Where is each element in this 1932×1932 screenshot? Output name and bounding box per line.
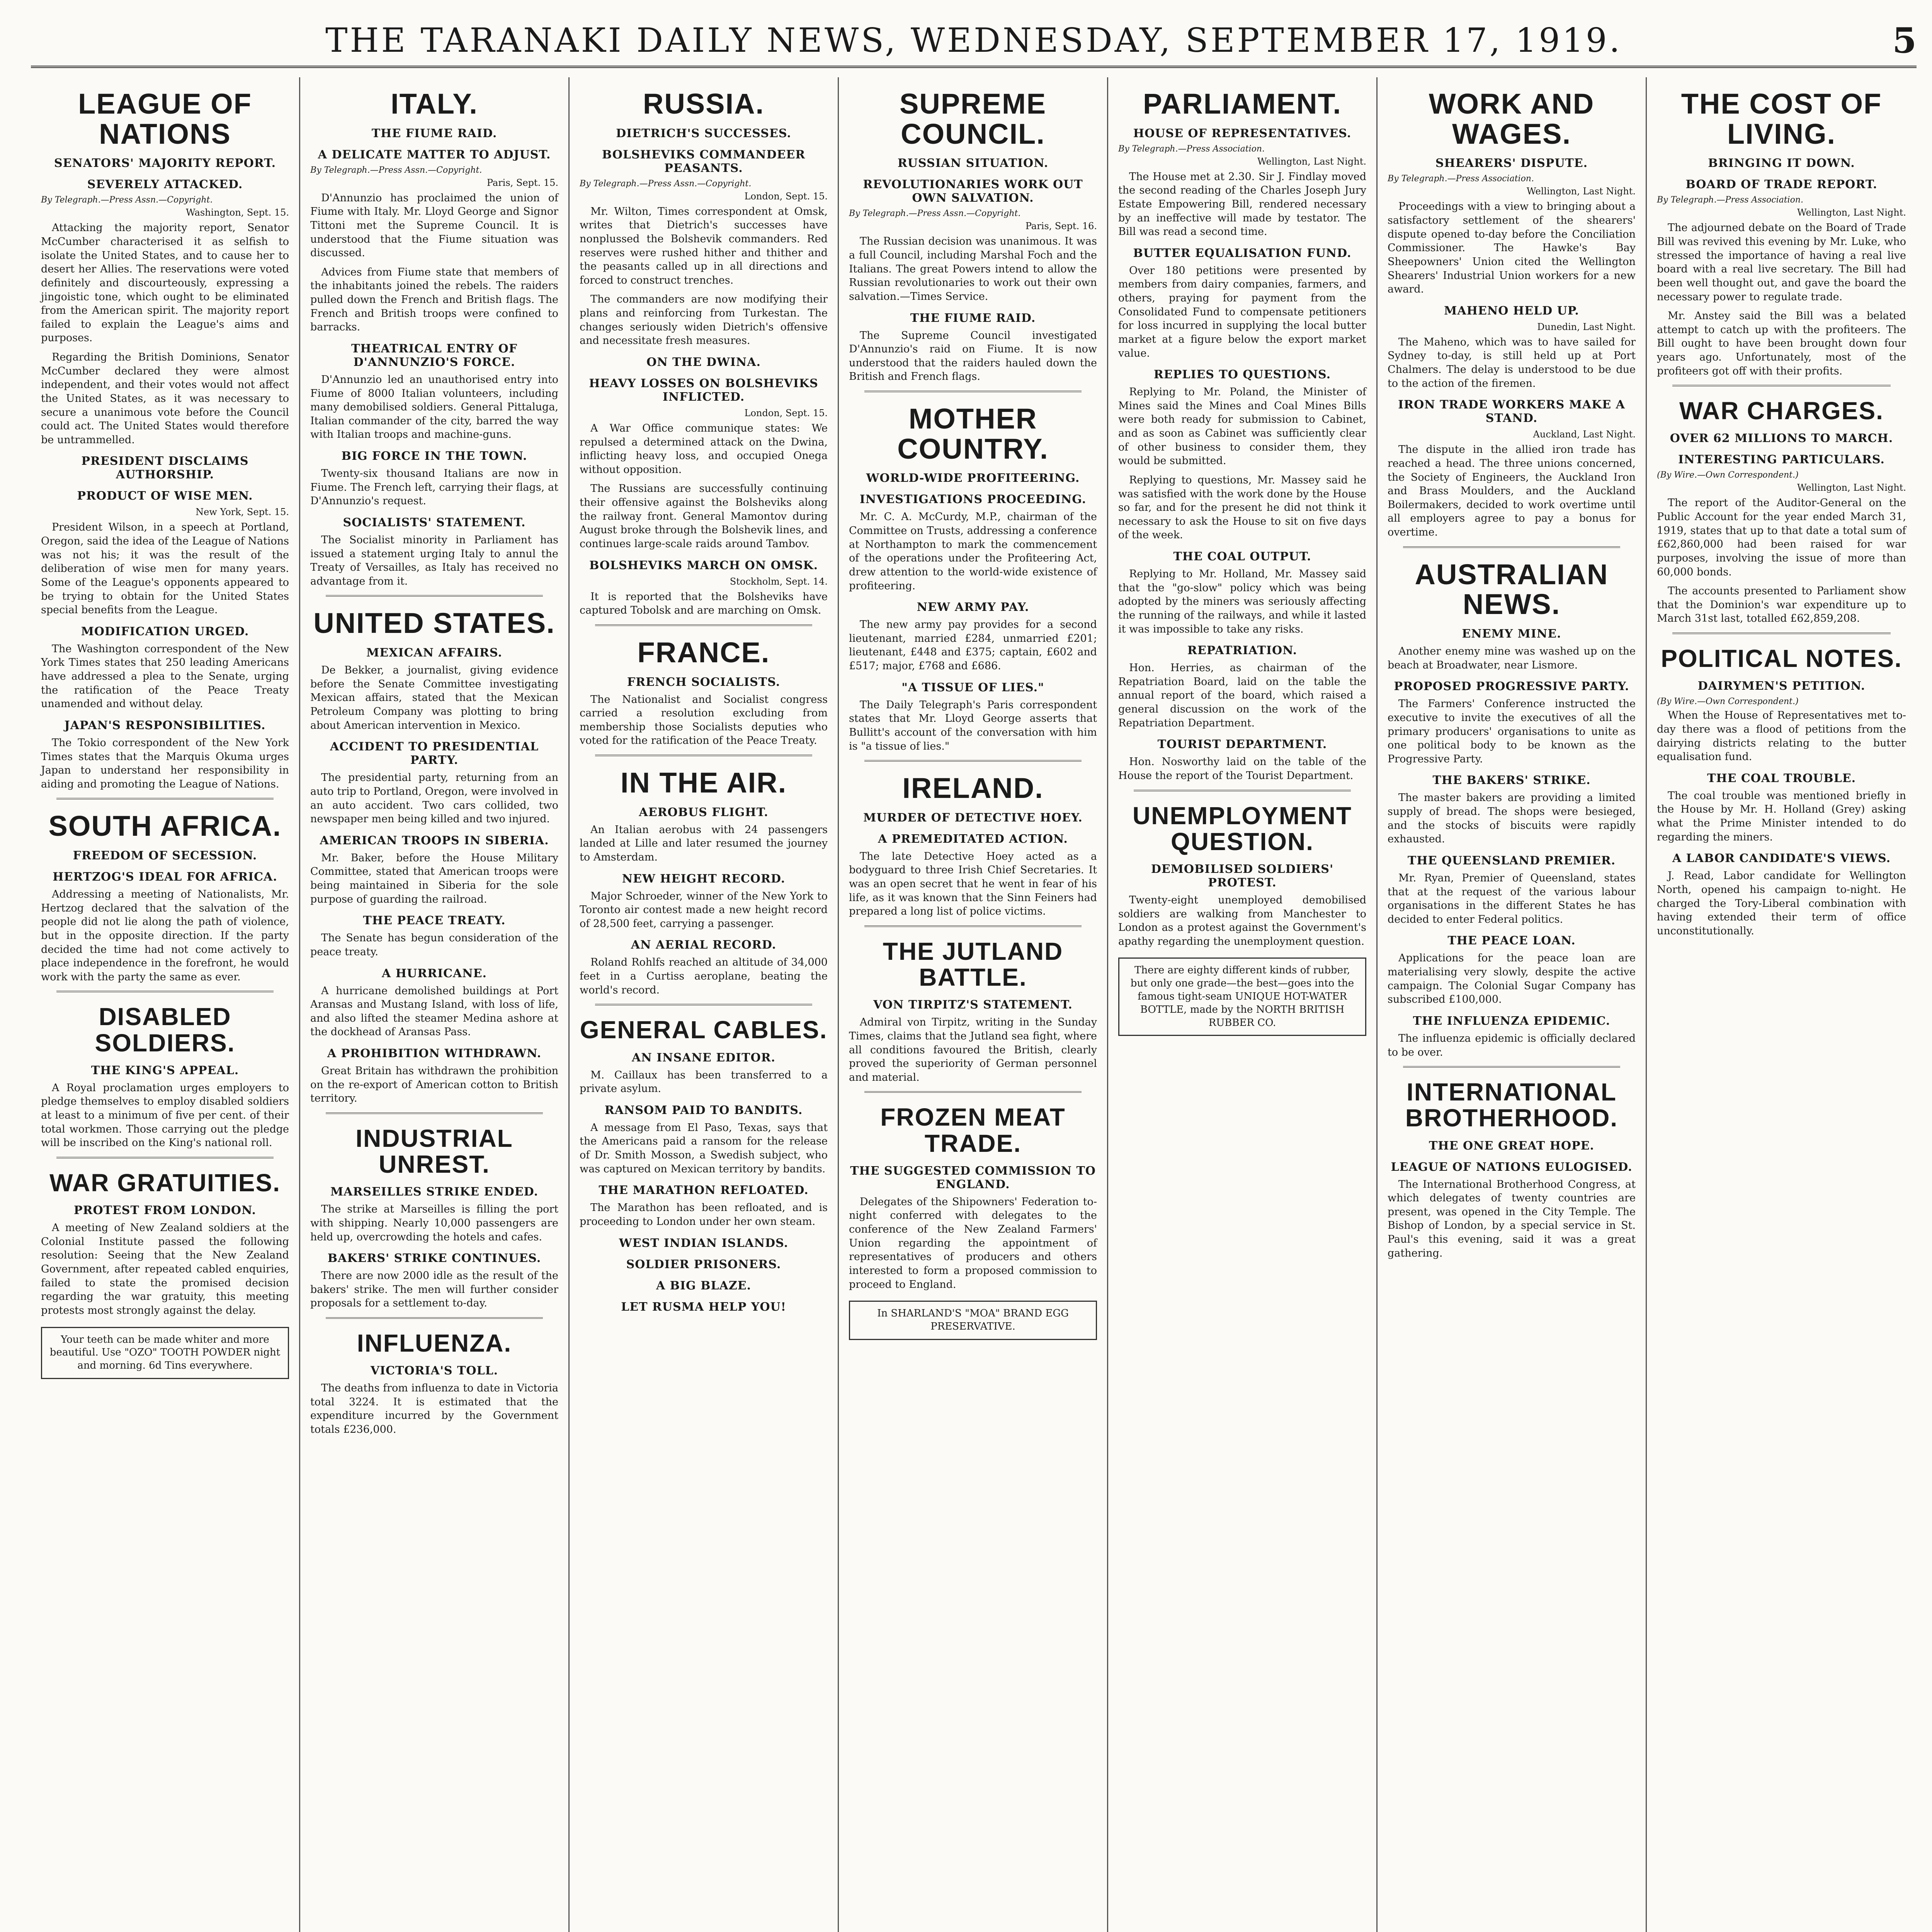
subheading: HERTZOG'S IDEAL FOR AFRICA. (53, 870, 277, 884)
section-rule (56, 1157, 274, 1158)
headline: IRELAND. (902, 772, 1044, 804)
subheading: DIETRICH'S SUCCESSES. (616, 126, 791, 140)
byline: (By Wire.—Own Correspondent.) (1657, 470, 1799, 480)
headline: SOUTH AFRICA. (48, 810, 282, 842)
headline: UNITED STATES. (313, 607, 555, 639)
subheading: SEVERELY ATTACKED. (87, 178, 243, 192)
subheading: RANSOM PAID TO BANDITS. (604, 1103, 803, 1117)
subheading: THE INFLUENZA EPIDEMIC. (1413, 1014, 1611, 1028)
subheading: PRODUCT OF WISE MEN. (77, 489, 253, 503)
subheading: A DELICATE MATTER TO ADJUST. (318, 148, 551, 162)
subheading: HEAVY LOSSES ON BOLSHEVIKS INFLICTED. (589, 376, 818, 404)
advertisement: In SHARLAND'S "MOA" BRAND EGG PRESERVATIVE. (849, 1301, 1097, 1340)
dateline: Dunedin, Last Night. (1537, 321, 1636, 332)
section-rule (864, 925, 1082, 927)
subheading: AN AERIAL RECORD. (631, 938, 777, 952)
article-paragraph: The accounts presented to Parliament show that the Dominion's war expenditure up to March 31st last, totalled £62,859,208. (1657, 585, 1906, 625)
headline: LEAGUE OF NATIONS (78, 88, 252, 150)
headline: ITALY. (391, 88, 478, 120)
subheading: PROPOSED PROGRESSIVE PARTY. (1394, 680, 1629, 694)
subheading: INTERESTING PARTICULARS. (1678, 453, 1885, 467)
article-paragraph: A meeting of New Zealand soldiers at the Colonial Institute passed the following resolution: Seeing that the New Zealand Government, after repeated cabled enquiries, failed to state the promised decision regarding the war gratuity, this meeting protests most strongly against the delay. (41, 1222, 289, 1316)
subheading: THE BAKERS' STRIKE. (1432, 774, 1591, 787)
subheading: DEMOBILISED SOLDIERS' PROTEST. (1151, 862, 1334, 889)
dateline: Wellington, Last Night. (1797, 482, 1906, 493)
article-paragraph: Proceedings with a view to bringing about a satisfactory settlement of the shearers' dispute opened to-day before the Conciliation Commissioner. The Hawke's Bay Sheepowners' Union cited the Wellington Shearers' Industrial Union workers for a new award. (1388, 201, 1636, 296)
article-paragraph: The Socialist minority in Parliament has issued a statement urging Italy to annul the Treaty of Versailles, as Italy has received no advantage from it. (310, 534, 558, 587)
article-paragraph: A War Office communique states: We repulsed a determined attack on the Dwina, inflicting heavy loss, and occupied Onega without opposition. (580, 422, 828, 476)
article-paragraph: Mr. C. A. McCurdy, M.P., chairman of the Committee on Trusts, addressing a conference at Northampton to mark the commencement of the operations under the Profiteering Act, drew attention to the world-wide existence of profiteering. (849, 511, 1097, 592)
section-rule (326, 1317, 543, 1319)
dateline: Paris, Sept. 16. (1025, 221, 1097, 232)
column-2 (300, 77, 570, 1932)
subheading: VICTORIA'S TOLL. (370, 1364, 498, 1378)
headline: INTERNATIONAL BROTHERHOOD. (1405, 1078, 1618, 1132)
article-paragraph: J. Read, Labor candidate for Wellington North, opened his campaign to-night. He charged the Tory-Liberal combination with having extended their term of office unconstitutionally. (1657, 870, 1906, 937)
headline: WAR CHARGES. (1679, 397, 1884, 425)
subheading: A BIG BLAZE. (656, 1279, 752, 1293)
article-paragraph: Addressing a meeting of Nationalists, Mr. Hertzog declared that the salvation of the people did not lie along the path of violence, but in the opposite direction. If the party decided the time had not come actively to place independence in the forefront, he would work with the party the same as ever. (41, 888, 289, 983)
article-paragraph: The Farmers' Conference instructed the executive to invite the executives of all the primary producers' organisations to unite as one political body to be known as the Progressive Party. (1388, 698, 1636, 765)
article-paragraph: Replying to Mr. Holland, Mr. Massey said that the "go-slow" policy which was being adopted by the miners was seriously affecting the running of the railways, and while it lasted it was impossible to take any risks. (1118, 568, 1366, 635)
dateline: Wellington, Last Night. (1797, 207, 1906, 218)
article-paragraph: Hon. Herries, as chairman of the Repatriation Board, laid on the table the annual report of the board, which raised a general discussion on the work of the Repatriation Department. (1118, 662, 1366, 729)
article-paragraph: D'Annunzio has proclaimed the union of Fiume with Italy. Mr. Lloyd George and Signor Tittoni met the Supreme Council. It is understood that the Fiume situation was discussed. (310, 192, 558, 259)
subheading: THE PEACE LOAN. (1447, 934, 1576, 948)
article-paragraph: There are now 2000 idle as the result of the bakers' strike. The men will further consider proposals for a settlement to-day. (310, 1270, 558, 1310)
dateline: London, Sept. 15. (744, 407, 828, 418)
article-paragraph: The master bakers are providing a limited supply of bread. The shops were besieged, and the stocks of biscuits were rapidly exhausted. (1388, 792, 1636, 845)
byline: By Telegraph.—Press Assn.—Copyright. (41, 195, 213, 205)
subheading: REPLIES TO QUESTIONS. (1153, 368, 1331, 382)
article-paragraph: The Washington correspondent of the New York Times states that 250 leading Americans have addressed a plea to the Senate, urging the ratification of the Peace Treaty unamended and without delay. (41, 643, 289, 710)
article-paragraph: Regarding the British Dominions, Senator McCumber declared they were almost independent, and their votes would not affect the United States, as it was necessary to secure a unanimous vote before the Council could act. The United States would therefore be untrammelled. (41, 351, 289, 446)
article-paragraph: It is reported that the Bolsheviks have captured Tobolsk and are marching on Omsk. (580, 590, 828, 617)
article-paragraph: De Bekker, a journalist, giving evidence before the Senate Committee investigating Mexican affairs, stated that the Mexican Petroleum Company was plotting to bring about American intervention in Mexico. (310, 664, 558, 731)
article-paragraph: Great Britain has withdrawn the prohibition on the re-export of American cotton to British territory. (310, 1065, 558, 1105)
section-rule (326, 595, 543, 597)
article-paragraph: The deaths from influenza to date in Victoria total 3224. It is estimated that the expenditure incurred by the Government totals £236,000. (310, 1382, 558, 1436)
headline: FROZEN MEAT TRADE. (880, 1103, 1066, 1157)
subheading: NEW ARMY PAY. (917, 600, 1029, 614)
article-paragraph: The late Detective Hoey acted as a bodyguard to three Irish Chief Secretaries. It was an open secret that he went in fear of his life, as it was known that the Sinn Feiners had prepared a long list of police victims. (849, 850, 1097, 918)
subheading: PROTEST FROM LONDON. (73, 1204, 256, 1218)
article-paragraph: The Nationalist and Socialist congress carried a resolution excluding from membership those Socialists deputies who voted for the ratification of the Peace Treaty. (580, 693, 828, 747)
subheading: MAHENO HELD UP. (1444, 304, 1579, 318)
column-7 (1647, 77, 1916, 1932)
headline: MOTHER COUNTRY. (897, 403, 1049, 465)
section-rule (864, 391, 1082, 392)
byline: By Telegraph.—Press Assn.—Copyright. (849, 209, 1021, 219)
subheading: THE ONE GREAT HOPE. (1429, 1139, 1594, 1153)
advertisement: Your teeth can be made whiter and more beautiful. Use "OZO" TOOTH POWDER night and morning. 6d Tins everywhere. (41, 1327, 289, 1379)
article-paragraph: Delegates of the Shipowners' Federation to-night conferred with delegates to the conference of the New Zealand Farmers' Union regarding the appointment of representatives of producers and others interested to form a proposed commission to proceed to England. (849, 1196, 1097, 1291)
subheading: BOLSHEVIKS MARCH ON OMSK. (589, 558, 818, 572)
article-paragraph: When the House of Representatives met to-day there was a flood of petitions from the dairying districts relating to the butter equalisation fund. (1657, 709, 1906, 763)
subheading: BRINGING IT DOWN. (1708, 156, 1855, 170)
article-paragraph: The new army pay provides for a second lieutenant, married £284, unmarried £201; lieutenant, £448 and £375; captain, £602 and £517; major, £768 and £686. (849, 619, 1097, 672)
headline: PARLIAMENT. (1143, 88, 1342, 120)
section-rule (1672, 633, 1891, 634)
article-paragraph: Hon. Nosworthy laid on the table of the House the report of the Tourist Department. (1118, 756, 1366, 782)
article-paragraph: The presidential party, returning from an auto trip to Portland, Oregon, were involved in an auto accident. Two cars collided, two newspaper men being killed and two injured. (310, 772, 558, 825)
article-paragraph: Over 180 petitions were presented by members from dairy companies, farmers, and others, praying for payment from the Consolidated Fund to compensate petitioners for loss incurred in supplying the local butter market at a figure below the export market value. (1118, 264, 1366, 359)
article-paragraph: The Russian decision was unanimous. It was a full Council, including Marshal Foch and the Italians. The great Powers intend to allow the Russian revolutionaries to work out their own salvation.—Times Service. (849, 235, 1097, 303)
article-paragraph: Twenty-six thousand Italians are now in Fiume. The French left, carrying their flags, at D'Annunzio's request. (310, 468, 558, 507)
headline: DISABLED SOLDIERS. (95, 1003, 235, 1057)
subheading: AMERICAN TROOPS IN SIBERIA. (320, 833, 549, 847)
section-rule (595, 624, 812, 626)
headline: SUPREME COUNCIL. (900, 88, 1046, 150)
subheading: MURDER OF DETECTIVE HOEY. (863, 811, 1083, 825)
section-rule (864, 760, 1082, 762)
dateline: Wellington, Last Night. (1526, 186, 1636, 197)
section-rule (1403, 1066, 1620, 1068)
article-paragraph: The Maheno, which was to have sailed for Sydney to-day, is still held up at Port Chalmers. The delay is understood to be due to the action of the firemen. (1388, 336, 1636, 389)
article-paragraph: A Royal proclamation urges employers to pledge themselves to employ disabled soldiers at least to a minimum of five per cent. of their total workmen. Those carrying out the pledge will be inscribed on the King's national roll. (41, 1082, 289, 1149)
subheading: DAIRYMEN'S PETITION. (1697, 679, 1866, 693)
subheading: THEATRICAL ENTRY OF D'ANNUNZIO'S FORCE. (351, 342, 518, 369)
section-rule (1672, 385, 1891, 386)
subheading: NEW HEIGHT RECORD. (622, 872, 786, 886)
article-paragraph: The House met at 2.30. Sir J. Findlay moved the second reading of the Charles Joseph Jury Estate Empowering Bill, rendered necessary by an ineffective will made by testator. The Bill was read a second time. (1118, 170, 1366, 238)
article-paragraph: Attacking the majority report, Senator McCumber characterised it as selfish to isolate the United States, and to cause her to desert her Allies. The reservations were voted definitely and discourteously, expressing a jingoistic tone, which ought to be eliminated from the American spirit. The majority report failed to explain the League's aims and purposes. (41, 222, 289, 344)
headline: FRANCE. (637, 636, 770, 668)
subheading: A PROHIBITION WITHDRAWN. (327, 1047, 542, 1060)
subheading: SHEARERS' DISPUTE. (1435, 156, 1588, 170)
subheading: THE KING'S APPEAL. (91, 1063, 239, 1077)
byline: By Telegraph.—Press Association. (1118, 144, 1265, 154)
subheading: OVER 62 MILLIONS TO MARCH. (1670, 432, 1893, 446)
subheading: THE MARATHON REFLOATED. (599, 1184, 809, 1197)
headline: UNEMPLOYMENT QUESTION. (1133, 801, 1352, 855)
subheading: BUTTER EQUALISATION FUND. (1133, 246, 1352, 260)
dateline: London, Sept. 15. (744, 190, 828, 202)
article-paragraph: Replying to Mr. Poland, the Minister of Mines said the Mines and Coal Mines Bills were both ready for submission to Cabinet, and as soon as Cabinet was sufficiently clear of other business to consider them, they would be submitted. (1118, 386, 1366, 467)
column-4 (839, 77, 1108, 1932)
advertisement: There are eighty different kinds of rubber, but only one grade—the best—goes into the famous tight-seam UNIQUE HOT-WATER BOTTLE, made by the NORTH BRITISH RUBBER CO. (1118, 957, 1366, 1036)
section-rule (595, 1004, 812, 1005)
subheading: THE FIUME RAID. (910, 311, 1036, 325)
section-rule (1403, 546, 1620, 548)
subheading: RUSSIAN SITUATION. (897, 156, 1049, 170)
subheading: HOUSE OF REPRESENTATIVES. (1133, 126, 1352, 140)
subheading: FRENCH SOCIALISTS. (627, 675, 781, 689)
byline: By Telegraph.—Press Association. (1657, 195, 1803, 205)
article-paragraph: The International Brotherhood Congress, at which delegates of twenty countries are present, was opened in the City Temple. The Bishop of London, by a special service in St. Paul's this evening, said it was a great gathering. (1388, 1178, 1636, 1259)
dateline: Paris, Sept. 15. (486, 177, 558, 188)
article-paragraph: Another enemy mine was washed up on the beach at Broadwater, near Lismore. (1388, 645, 1636, 671)
subheading: A PREMEDITATED ACTION. (878, 832, 1068, 846)
article-paragraph: The Tokio correspondent of the New York Times states that the Marquis Okuma urges Japan to understand her responsibility in aiding and promoting the League of Nations. (41, 736, 289, 790)
section-rule (326, 1112, 543, 1114)
subheading: THE SUGGESTED COMMISSION TO ENGLAND. (850, 1164, 1096, 1191)
headline: GENERAL CABLES. (580, 1016, 828, 1044)
article-paragraph: The dispute in the allied iron trade has reached a head. The three unions concerned, the Society of Engineers, the Auckland Iron and Brass Moulders, and the Auckland Boilermakers, decided to work overtime until all employers agree to pay a bonus for overtime. (1388, 444, 1636, 538)
subheading: A HURRICANE. (381, 966, 487, 980)
subheading: SENATORS' MAJORITY REPORT. (54, 156, 276, 170)
subheading: LET RUSMA HELP YOU! (621, 1300, 786, 1314)
subheading: MODIFICATION URGED. (81, 624, 249, 638)
article-paragraph: The Senate has begun consideration of the peace treaty. (310, 932, 558, 958)
article-paragraph: Mr. Baker, before the House Military Committee, stated that American troops were being maintained in Siberia for the sole purpose of guarding the railroad. (310, 852, 558, 905)
article-paragraph: The Marathon has been refloated, and is proceeding to London under her own steam. (580, 1202, 828, 1228)
article-paragraph: Admiral von Tirpitz, writing in the Sunday Times, claims that the Jutland sea fight, where all conditions favoured the British, clearly proved the superiority of German personnel and material. (849, 1016, 1097, 1083)
headline: POLITICAL NOTES. (1661, 645, 1902, 673)
article-paragraph: Mr. Wilton, Times correspondent at Omsk, writes that Dietrich's successes have nonplussed the Bolshevik commanders. Red reserves were rushed hither and thither and the peasants called up in all directions and forced to construct trenches. (580, 205, 828, 286)
subheading: MEXICAN AFFAIRS. (366, 646, 502, 660)
subheading: BIG FORCE IN THE TOWN. (341, 449, 527, 463)
subheading: WORLD-WIDE PROFITEERING. (866, 471, 1080, 485)
headline: THE COST OF LIVING. (1681, 88, 1882, 150)
headline: THE JUTLAND BATTLE. (883, 937, 1063, 992)
article-paragraph: The Russians are successfully continuing their offensive against the Bolsheviks along the railway front. General Mamontov during August broke through the Bolshevik lines, and continues large-scale raids around Tambov. (580, 483, 828, 550)
dateline: Wellington, Last Night. (1257, 156, 1366, 167)
subheading: IRON TRADE WORKERS MAKE A STAND. (1398, 398, 1625, 425)
byline: By Telegraph.—Press Association. (1388, 174, 1534, 184)
headline: INDUSTRIAL UNREST. (355, 1124, 513, 1179)
columns (31, 77, 1917, 1932)
article-paragraph: M. Caillaux has been transferred to a private asylum. (580, 1069, 828, 1095)
column-1 (31, 77, 300, 1932)
subheading: REPATRIATION. (1187, 644, 1298, 658)
byline: By Telegraph.—Press Assn.—Copyright. (310, 165, 482, 175)
subheading: SOLDIER PRISONERS. (626, 1257, 781, 1271)
article-paragraph: Roland Rohlfs reached an altitude of 34,000 feet in a Curtiss aeroplane, beating the world's record. (580, 956, 828, 996)
dateline: Auckland, Last Night. (1533, 429, 1636, 440)
headline: WORK AND WAGES. (1429, 88, 1595, 150)
article-paragraph: The adjourned debate on the Board of Trade Bill was revived this evening by Mr. Luke, who stressed the importance of having a real live board with a real live secretary. The Bill had been well thought out, and gave the board the necessary power to regulate trade. (1657, 222, 1906, 303)
article-paragraph: Advices from Fiume state that members of the inhabitants joined the rebels. The raiders pulled down the French and British flags. The French and British troops were confined to barracks. (310, 266, 558, 333)
section-rule (864, 1091, 1082, 1093)
byline: By Telegraph.—Press Assn.—Copyright. (580, 179, 752, 189)
section-rule (56, 991, 274, 992)
subheading: BAKERS' STRIKE CONTINUES. (327, 1252, 541, 1265)
subheading: INVESTIGATIONS PROCEEDING. (859, 493, 1087, 507)
subheading: AEROBUS FLIGHT. (639, 805, 769, 819)
subheading: ON THE DWINA. (646, 355, 761, 369)
article-paragraph: Replying to questions, Mr. Massey said he was satisfied with the work done by the House so far, and for the present he did not think it necessary to ask the House to sit on five days of the week. (1118, 474, 1366, 541)
article-paragraph: The strike at Marseilles is filling the port with shipping. Nearly 10,000 passengers are held up, overcrowding the hotels and cafes. (310, 1203, 558, 1243)
subheading: TOURIST DEPARTMENT. (1157, 738, 1327, 752)
article-paragraph: The Daily Telegraph's Paris correspondent states that Mr. Lloyd George asserts that Bullitt's account of the conversation with him is "a tissue of lies." (849, 699, 1097, 752)
page-number: 5 (1892, 20, 1917, 61)
headline: RUSSIA. (643, 88, 765, 120)
dateline: Washington, Sept. 15. (185, 207, 289, 218)
subheading: BOLSHEVIKS COMMANDEER PEASANTS. (602, 148, 806, 175)
subheading: LEAGUE OF NATIONS EULOGISED. (1391, 1160, 1633, 1174)
subheading: ENEMY MINE. (1462, 627, 1561, 641)
section-rule (56, 798, 274, 799)
article-paragraph: Major Schroeder, winner of the New York to Toronto air contest made a new height record of 28,500 feet, carrying a passenger. (580, 890, 828, 930)
article-paragraph: The influenza epidemic is officially declared to be over. (1388, 1032, 1636, 1058)
article-paragraph: A message from El Paso, Texas, says that the Americans paid a ransom for the release of Dr. Smith Mosson, a Swedish subject, who was captured on Mexican territory by bandits. (580, 1121, 828, 1175)
subheading: THE PEACE TREATY. (363, 914, 506, 928)
subheading: THE COAL TROUBLE. (1707, 771, 1856, 785)
subheading: PRESIDENT DISCLAIMS AUTHORSHIP. (81, 454, 249, 482)
subheading: THE QUEENSLAND PREMIER. (1407, 854, 1616, 867)
subheading: THE COAL OUTPUT. (1173, 550, 1311, 564)
article-paragraph: The commanders are now modifying their plans and reinforcing from Turkestan. The changes seriously widen Dietrich's offensive and necessitate fresh measures. (580, 293, 828, 347)
subheading: FREEDOM OF SECESSION. (73, 849, 257, 863)
subheading: JAPAN'S RESPONSIBILITIES. (64, 718, 266, 732)
article-paragraph: The coal trouble was mentioned briefly in the House by Mr. H. Holland (Grey) asking what the Prime Minister intended to do regarding the miners. (1657, 789, 1906, 843)
headline: INFLUENZA. (357, 1329, 512, 1357)
subheading: VON TIRPITZ'S STATEMENT. (873, 998, 1073, 1012)
subheading: ACCIDENT TO PRESIDENTIAL PARTY. (330, 740, 539, 767)
article-paragraph: Applications for the peace loan are materialising very slowly, despite the active campaign. The Colonial Sugar Company has subscribed £100,000. (1388, 952, 1636, 1006)
headline: IN THE AIR. (620, 767, 787, 799)
headline: AUSTRALIAN NEWS. (1415, 558, 1609, 621)
column-6 (1378, 77, 1647, 1932)
article-paragraph: President Wilson, in a speech at Portland, Oregon, said the idea of the League of Nations was not his; it was the result of the deliberation of wise men for many years. Some of the League's opponents appeared to be trying to obtain for the United States special benefits from the League. (41, 521, 289, 616)
byline: (By Wire.—Own Correspondent.) (1657, 697, 1799, 707)
subheading: "A TISSUE OF LIES." (901, 680, 1044, 694)
article-paragraph: A hurricane demolished buildings at Port Aransas and Mustang Island, with loss of life, and also lifted the steamer Medina ashore at the dockhead of Aransas Pass. (310, 985, 558, 1038)
subheading: BOARD OF TRADE REPORT. (1685, 178, 1878, 192)
section-rule (595, 755, 812, 756)
article-paragraph: Mr. Anstey said the Bill was a belated attempt to catch up with the profiteers. The Bill ought to have been brought down four years ago. Unfortunately, most of the profiteers got off with their profits. (1657, 310, 1906, 377)
section-rule (1134, 790, 1351, 791)
paper-title: THE TARANAKI DAILY NEWS, WEDNESDAY, SEPTEMBER 17, 1919. (325, 21, 1622, 60)
article-paragraph: Twenty-eight unemployed demobilised soldiers are walking from Manchester to London as a protest against the Government's apathy regarding the unemployment question. (1118, 894, 1366, 947)
subheading: A LABOR CANDIDATE'S VIEWS. (1672, 852, 1891, 866)
subheading: AN INSANE EDITOR. (631, 1051, 776, 1065)
article-paragraph: The Supreme Council investigated D'Annunzio's raid on Fiume. It is now understood that the raiders hauled down the British and French flags. (849, 329, 1097, 383)
column-5 (1108, 77, 1378, 1932)
subheading: SOCIALISTS' STATEMENT. (343, 515, 526, 529)
article-paragraph: The report of the Auditor-General on the Public Account for the year ended March 31, 1919, states that up to that date a total sum of £62,860,000 had been raised for war purposes, involving the issue of more than 60,000 bonds. (1657, 497, 1906, 578)
masthead (31, 15, 1917, 68)
subheading: REVOLUTIONARIES WORK OUT OWN SALVATION. (863, 178, 1083, 205)
subheading: THE FIUME RAID. (371, 126, 497, 140)
article-paragraph: An Italian aerobus with 24 passengers landed at Lille and later resumed the journey to Amsterdam. (580, 823, 828, 863)
article-paragraph: Mr. Ryan, Premier of Queensland, states that at the request of the various labour organisations in the different States he has decided to enter Federal politics. (1388, 872, 1636, 925)
subheading: MARSEILLES STRIKE ENDED. (330, 1185, 539, 1199)
headline: WAR GRATUITIES. (49, 1168, 281, 1197)
article-paragraph: D'Annunzio led an unauthorised entry into Fiume of 8000 Italian volunteers, including many demobilised soldiers. General Pittaluga, Italian commander of the city, barred the way with Italian troops and machine-guns. (310, 373, 558, 441)
subheading: WEST INDIAN ISLANDS. (619, 1236, 789, 1250)
column-3 (570, 77, 839, 1932)
dateline: New York, Sept. 15. (196, 507, 289, 518)
dateline: Stockholm, Sept. 14. (730, 576, 828, 587)
